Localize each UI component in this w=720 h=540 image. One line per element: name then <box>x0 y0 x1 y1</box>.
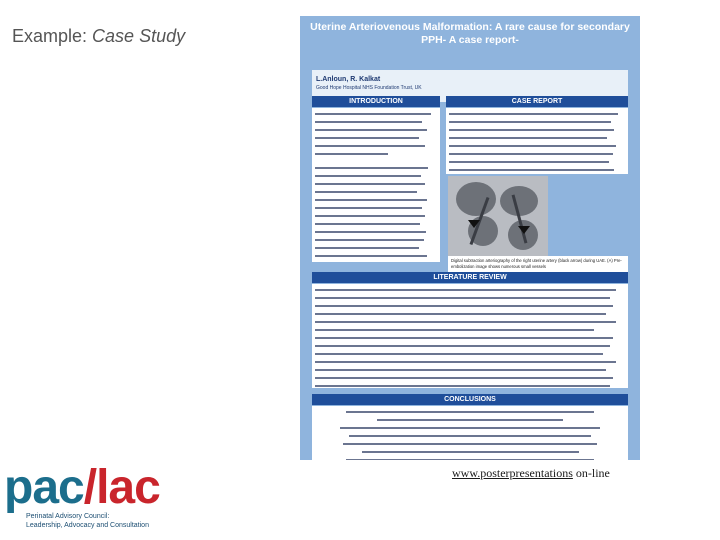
poster-title <box>300 16 640 47</box>
angiography-figure <box>448 176 548 256</box>
logo-part-pac: pac <box>4 461 84 514</box>
logo-subtitle-line1: Perinatal Advisory Council: <box>26 513 110 520</box>
section-literature-review-header: LITERATURE REVIEW <box>312 272 628 283</box>
section-conclusions-header: CONCLUSIONS <box>312 394 628 405</box>
poster-title-line2: PPH- A case report- <box>421 34 519 46</box>
logo-subtitle-line2: Leadership, Advocacy and Consultation <box>26 522 149 529</box>
posterpresentations-link[interactable]: www.posterpresentations <box>452 466 573 480</box>
section-introduction-header: INTRODUCTION <box>312 96 440 107</box>
logo-subtitle <box>26 512 149 530</box>
slide-title-prefix: Example: <box>12 26 93 46</box>
slide-title <box>12 26 185 47</box>
poster-authors: L.Anloun, R. Kalkat <box>316 76 381 83</box>
logo-part-lac: lac <box>96 461 160 514</box>
poster-affiliation: Good Hope Hospital NHS Foundation Trust, UK <box>316 85 422 91</box>
section-case-report-header: CASE REPORT <box>446 96 628 107</box>
black-arrow-icon <box>468 220 480 228</box>
black-arrow-icon <box>518 226 530 234</box>
section-introduction-body <box>312 108 440 262</box>
poster-title-line1: Uterine Arteriovenous Malformation: A rare cause for secondary <box>310 21 630 33</box>
logo-wordmark <box>4 461 160 514</box>
section-literature-review-body <box>312 284 628 388</box>
logo-slash-icon: / <box>83 461 97 514</box>
section-case-report-body <box>446 108 628 174</box>
poster-image <box>300 16 640 460</box>
figure-caption: Digital subtraction arteriography of the right uterine artery (black arrow) during UAE. (A) Pre-embolization image shows numerous small vessels <box>448 256 628 276</box>
slide-title-emphasis: Case Study <box>92 26 186 46</box>
footer-link-suffix: on-line <box>572 466 610 480</box>
poster-header <box>300 16 640 52</box>
footer-link-text <box>452 466 610 481</box>
pac-lac-logo <box>0 462 220 540</box>
section-conclusions-body <box>312 406 628 460</box>
